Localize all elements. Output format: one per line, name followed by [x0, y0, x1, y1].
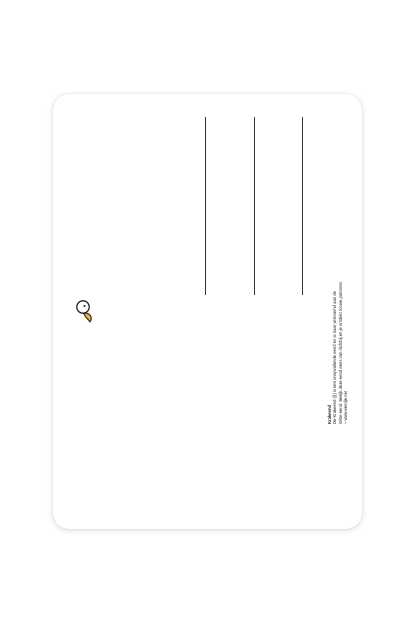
caption-line: De Krakeend (§) is een onopvallende eend en is naar vernoemd aan de	[332, 291, 338, 424]
caption-line: Witte eend. Bekijk deze eend eens van dichtbij en je ontdekt mooie patronen.	[337, 280, 343, 424]
postcard-back	[53, 94, 362, 529]
caption-title: Krakeend	[327, 404, 332, 424]
caption-link: – www.eendje.net	[343, 390, 349, 424]
address-line	[254, 117, 255, 295]
address-line	[205, 117, 206, 295]
duck-icon	[75, 298, 95, 324]
address-line	[302, 117, 303, 295]
